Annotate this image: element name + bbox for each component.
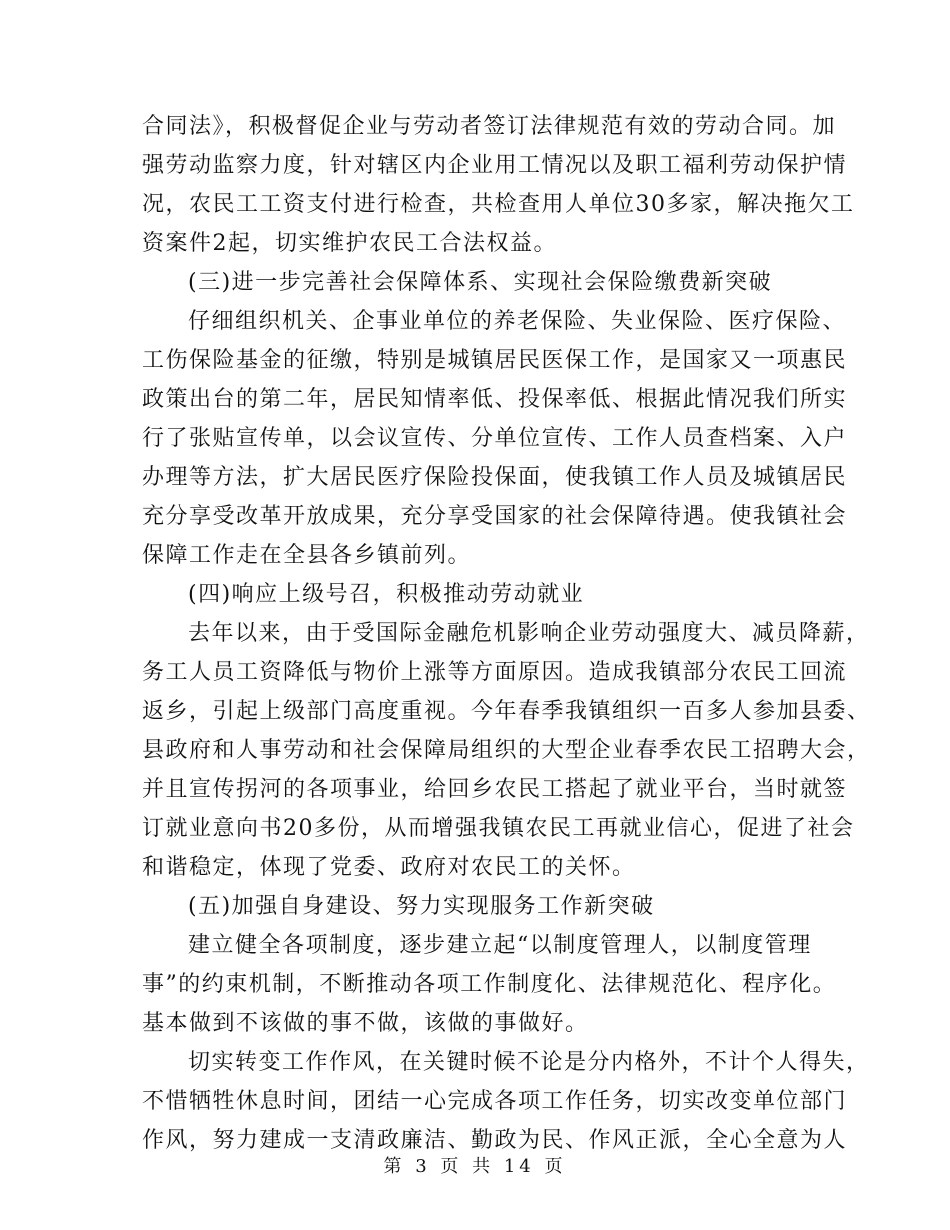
section-heading: (三)进一步完善社会保障体系、实现社会保险缴费新突破 [188, 270, 773, 295]
paragraph-line: 强劳动监察力度，针对辖区内企业用工情况以及职工福利劳动保护情 [142, 153, 848, 178]
paragraph-line: 工伤保险基金的征缴，特别是城镇居民医保工作，是国家又一项惠民 [142, 348, 848, 373]
paragraph-line: 办理等方法，扩大居民医疗保险投保面，使我镇工作人员及城镇居民 [142, 465, 848, 490]
section-heading: (四)响应上级号召，积极推动劳动就业 [188, 582, 585, 607]
paragraph-line: 务工人员工资降低与物价上涨等方面原因。造成我镇部分农民工回流 [142, 660, 848, 685]
paragraph-line: 仔细组织机关、企事业单位的养老保险、失业保险、医疗保险、 [188, 309, 847, 334]
section-heading: (五)加强自身建设、努力实现服务工作新突破 [188, 894, 655, 919]
paragraph-line: 合同法》，积极督促企业与劳动者签订法律规范有效的劳动合同。加 [142, 114, 837, 139]
paragraph-line: 作风，努力建成一支清政廉洁、勤政为民、作风正派，全心全意为人 [142, 1128, 848, 1153]
paragraph-line: 充分享受改革开放成果，充分享受国家的社会保障待遇。使我镇社会 [142, 504, 848, 529]
paragraph-line: 去年以来，由于受国际金融危机影响企业劳动强度大、减员降薪， [188, 621, 870, 646]
paragraph-line: 和谐稳定，体现了党委、政府对农民工的关怀。 [142, 855, 636, 880]
paragraph-line: 切实转变工作作风，在关键时候不论是分内格外，不计个人得失， [188, 1050, 870, 1075]
paragraph-line: 并且宣传拐河的各项事业，给回乡农民工搭起了就业平台，当时就签 [142, 777, 848, 802]
paragraph-line: 政策出台的第二年，居民知情率低、投保率低、根据此情况我们所实 [142, 387, 848, 412]
paragraph-line: 基本做到不该做的事不做，该做的事做好。 [142, 1011, 589, 1036]
paragraph-line: 建立健全各项制度，逐步建立起“以制度管理人，以制度管理 [188, 933, 812, 958]
paragraph-line: 返乡，引起上级部门高度重视。今年春季我镇组织一百多人参加县委、 [142, 699, 871, 724]
paragraph-line: 事”的约束机制，不断推动各项工作制度化、法律规范化、程序化。 [142, 972, 837, 997]
paragraph-line: 况，农民工工资支付进行检查，共检查用人单位30多家，解决拖欠工 [142, 192, 855, 217]
paragraph-line: 资案件2起，切实维护农民工合法权益。 [142, 231, 557, 256]
paragraph-line: 订就业意向书20多份，从而增强我镇农民工再就业信心，促进了社会 [142, 816, 855, 841]
paragraph-line: 行了张贴宣传单，以会议宣传、分单位宣传、工作人员查档案、入户 [142, 426, 848, 451]
paragraph-line: 不惜牺牲休息时间，团结一心完成各项工作任务，切实改变单位部门 [142, 1089, 848, 1114]
page-number-footer: 第 3 页 共 14 页 [383, 1156, 567, 1177]
paragraph-line: 保障工作走在全县各乡镇前列。 [142, 543, 472, 568]
paragraph-line: 县政府和人事劳动和社会保障局组织的大型企业春季农民工招聘大会， [142, 738, 871, 763]
